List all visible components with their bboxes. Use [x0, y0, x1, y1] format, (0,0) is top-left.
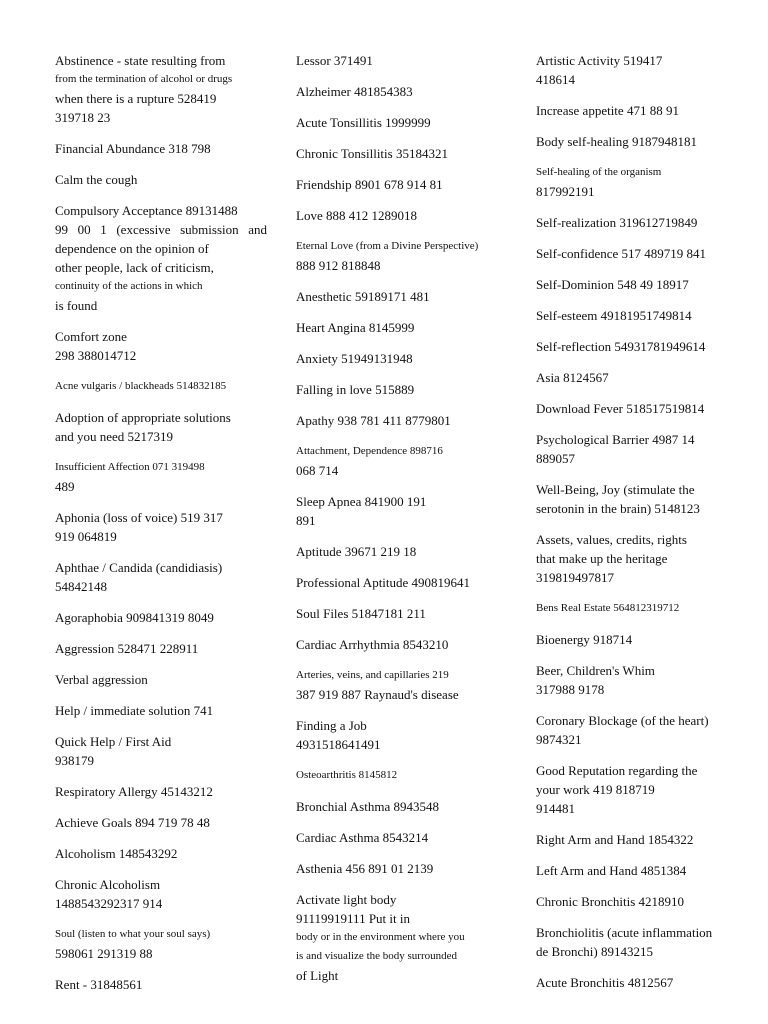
entry-line: Chronic Alcoholism: [55, 877, 161, 892]
list-item: [296, 604, 508, 623]
list-item: [55, 844, 267, 863]
list-item: [55, 875, 267, 913]
entry-line: 319819497817: [536, 570, 614, 585]
list-item: [536, 830, 736, 849]
list-item: [55, 639, 267, 658]
entry-line: Acute Bronchitis 4812567: [536, 975, 674, 990]
entry-line: Financial Abundance 318 798: [55, 141, 211, 156]
entry-line: 919 064819: [55, 529, 117, 544]
list-item: [536, 630, 736, 649]
list-item: [296, 82, 508, 101]
entry-line: 891: [296, 513, 316, 528]
entry-line: Self-realization 319612719849: [536, 215, 698, 230]
list-item: [55, 51, 267, 127]
list-item: [55, 608, 267, 627]
list-item: [296, 442, 508, 480]
list-item: [296, 573, 508, 592]
entry-line: Comfort zone: [55, 329, 127, 344]
entry-line: Respiratory Allergy 45143212: [55, 784, 213, 799]
entry-line: Acute Tonsillitis 1999999: [296, 115, 431, 130]
entry-line: 387 919 887 Raynaud's disease: [296, 687, 459, 702]
entry-line: Anesthetic 59189171 481: [296, 289, 430, 304]
entry-line: 418614: [536, 72, 575, 87]
list-item: [296, 237, 508, 275]
entry-line: is found: [55, 298, 98, 313]
entry-line: Soul Files 51847181 211: [296, 606, 426, 621]
list-item: [296, 287, 508, 306]
entry-line: Self-healing of the organism: [536, 166, 662, 178]
list-item: [536, 337, 736, 356]
list-item: [55, 201, 267, 315]
entry-line: Apathy 938 781 411 8779801: [296, 413, 451, 428]
entry-line: that make up the heritage: [536, 551, 668, 566]
entry-line: Bens Real Estate 564812319712: [536, 602, 680, 614]
entry-line: Self-Dominion 548 49 18917: [536, 277, 689, 292]
entry-line: Coronary Blockage (of the heart): [536, 713, 709, 728]
entry-line: Psychological Barrier 4987 14: [536, 432, 695, 447]
entry-line: Body self-healing 9187948181: [536, 134, 698, 149]
entry-line: 938179: [55, 753, 94, 768]
list-item: [296, 206, 508, 225]
list-item: [55, 813, 267, 832]
entry-line: Love 888 412 1289018: [296, 208, 417, 223]
list-item: [536, 275, 736, 294]
list-item: [55, 732, 267, 770]
entry-line: Asthenia 456 891 01 2139: [296, 861, 434, 876]
list-item: [55, 139, 267, 158]
entry-line: Self-reflection 54931781949614: [536, 339, 706, 354]
list-item: [536, 244, 736, 263]
entry-line: Insufficient Affection 071 319498: [55, 461, 205, 473]
entry-line: continuity of the actions in which: [55, 280, 203, 292]
list-item: [296, 716, 508, 754]
entry-line: Artistic Activity 519417: [536, 53, 663, 68]
entry-line: is and visualize the body surrounded: [296, 950, 457, 962]
entry-line: Anxiety 51949131948: [296, 351, 413, 366]
entry-line: 914481: [536, 801, 575, 816]
entry-line: Finding a Job: [296, 718, 367, 733]
entry-line: 99 00 1 (excessive submission and: [55, 222, 267, 237]
entry-line: Aphonia (loss of voice) 519 317: [55, 510, 223, 525]
list-item: [536, 213, 736, 232]
list-item: [55, 408, 267, 446]
list-item: [536, 430, 736, 468]
entry-line: Self-confidence 517 489719 841: [536, 246, 707, 261]
entry-line: 91119919111 Put it in: [296, 911, 410, 926]
list-item: [55, 377, 267, 396]
entry-line: Soul (listen to what your soul says): [55, 928, 211, 940]
list-item: [296, 797, 508, 816]
list-item: [296, 542, 508, 561]
list-item: [55, 170, 267, 189]
entry-line: Adoption of appropriate solutions: [55, 410, 231, 425]
entry-line: Chronic Tonsillitis 35184321: [296, 146, 448, 161]
list-item: [296, 318, 508, 337]
entry-line: Left Arm and Hand 4851384: [536, 863, 687, 878]
entry-line: Rent - 31848561: [55, 977, 143, 992]
entry-line: Bioenergy 918714: [536, 632, 633, 647]
entry-line: Right Arm and Hand 1854322: [536, 832, 694, 847]
entry-line: Help / immediate solution 741: [55, 703, 214, 718]
entry-line: 489: [55, 479, 75, 494]
entry-line: Well-Being, Joy (stimulate the: [536, 482, 695, 497]
entry-line: Friendship 8901 678 914 81: [296, 177, 443, 192]
entry-line: your work 419 818719: [536, 782, 655, 797]
entry-line: Aphthae / Candida (candidiasis): [55, 560, 223, 575]
entry-line: Aptitude 39671 219 18: [296, 544, 417, 559]
entry-line: Increase appetite 471 88 91: [536, 103, 679, 118]
entry-line: 888 912 818848: [296, 258, 381, 273]
entry-line: Self-esteem 49181951749814: [536, 308, 692, 323]
list-item: [536, 368, 736, 387]
list-item: [55, 925, 267, 963]
entry-line: other people, lack of criticism,: [55, 260, 214, 275]
entry-line: Calm the cough: [55, 172, 138, 187]
entry-line: Beer, Children's Whim: [536, 663, 655, 678]
list-item: [536, 163, 736, 201]
column-2: [296, 51, 508, 997]
entry-line: serotonin in the brain) 5148123: [536, 501, 700, 516]
list-item: [536, 973, 736, 992]
list-item: [296, 859, 508, 878]
entry-line: 598061 291319 88: [55, 946, 153, 961]
entry-line: Achieve Goals 894 719 78 48: [55, 815, 210, 830]
entry-line: 1488543292317 914: [55, 896, 163, 911]
entry-line: Bronchiolitis (acute inflammation: [536, 925, 713, 940]
list-item: [55, 508, 267, 546]
list-item: [55, 782, 267, 801]
entry-line: body or in the environment where you: [296, 931, 465, 943]
list-item: [296, 411, 508, 430]
entry-line: Compulsory Acceptance 89131488: [55, 203, 238, 218]
entry-line: Heart Angina 8145999: [296, 320, 415, 335]
list-item: [536, 399, 736, 418]
entry-line: Arteries, veins, and capillaries 219: [296, 669, 449, 681]
list-item: [296, 492, 508, 530]
entry-line: Abstinence - state resulting from: [55, 53, 226, 68]
list-item: [296, 144, 508, 163]
entry-line: Chronic Bronchitis 4218910: [536, 894, 685, 909]
entry-line: Good Reputation regarding the: [536, 763, 698, 778]
list-item: [536, 480, 736, 518]
entry-line: Agoraphobia 909841319 8049: [55, 610, 214, 625]
entry-line: dependence on the opinion of: [55, 241, 209, 256]
list-item: [296, 635, 508, 654]
entry-line: Cardiac Asthma 8543214: [296, 830, 429, 845]
entry-line: Sleep Apnea 841900 191: [296, 494, 427, 509]
list-item: [536, 530, 736, 587]
entry-line: 889057: [536, 451, 575, 466]
entry-line: 4931518641491: [296, 737, 381, 752]
list-item: [536, 923, 736, 961]
entry-line: 298 388014712: [55, 348, 137, 363]
entry-line: Alzheimer 481854383: [296, 84, 413, 99]
entry-line: Download Fever 518517519814: [536, 401, 705, 416]
list-item: [55, 327, 267, 365]
list-item: [296, 380, 508, 399]
entry-line: from the termination of alcohol or drugs: [55, 73, 233, 85]
entry-line: when there is a rupture 528419: [55, 91, 217, 106]
column-1: [55, 51, 267, 1006]
entry-line: Assets, values, credits, rights: [536, 532, 687, 547]
list-item: [296, 175, 508, 194]
entry-line: Lessor 371491: [296, 53, 373, 68]
entry-line: Acne vulgaris / blackheads 514832185: [55, 380, 227, 392]
list-item: [536, 761, 736, 818]
list-item: [55, 701, 267, 720]
list-item: [536, 861, 736, 880]
entry-line: Aggression 528471 228911: [55, 641, 199, 656]
entry-line: Professional Aptitude 490819641: [296, 575, 471, 590]
entry-line: Asia 8124567: [536, 370, 609, 385]
entry-line: de Bronchi) 89143215: [536, 944, 653, 959]
entry-line: Quick Help / First Aid: [55, 734, 172, 749]
entry-line: Bronchial Asthma 8943548: [296, 799, 439, 814]
list-item: [55, 558, 267, 596]
list-item: [55, 975, 267, 994]
entry-line: 317988 9178: [536, 682, 605, 697]
list-item: [296, 666, 508, 704]
list-item: [296, 51, 508, 70]
list-item: [296, 890, 508, 985]
entry-line: Alcoholism 148543292: [55, 846, 178, 861]
list-item: [536, 306, 736, 325]
list-item: [536, 892, 736, 911]
entry-line: 9874321: [536, 732, 582, 747]
column-3: [536, 51, 736, 1004]
entry-line: Eternal Love (from a Divine Perspective): [296, 240, 479, 252]
entry-line: 817992191: [536, 184, 595, 199]
list-item: [296, 113, 508, 132]
entry-line: Activate light body: [296, 892, 397, 907]
list-item: [296, 766, 508, 785]
list-item: [536, 132, 736, 151]
entry-line: 068 714: [296, 463, 339, 478]
list-item: [55, 670, 267, 689]
entry-line: of Light: [296, 968, 339, 983]
entry-line: Falling in love 515889: [296, 382, 415, 397]
list-item: [536, 101, 736, 120]
entry-line: 54842148: [55, 579, 107, 594]
list-item: [536, 711, 736, 749]
entry-line: Cardiac Arrhythmia 8543210: [296, 637, 449, 652]
list-item: [296, 828, 508, 847]
entry-line: Attachment, Dependence 898716: [296, 445, 443, 457]
list-item: [536, 51, 736, 89]
entry-line: Osteoarthritis 8145812: [296, 769, 398, 781]
list-item: [296, 349, 508, 368]
list-item: [55, 458, 267, 496]
list-item: [536, 661, 736, 699]
entry-line: Verbal aggression: [55, 672, 148, 687]
list-item: [536, 599, 736, 618]
entry-line: 319718 23: [55, 110, 111, 125]
entry-line: and you need 5217319: [55, 429, 174, 444]
